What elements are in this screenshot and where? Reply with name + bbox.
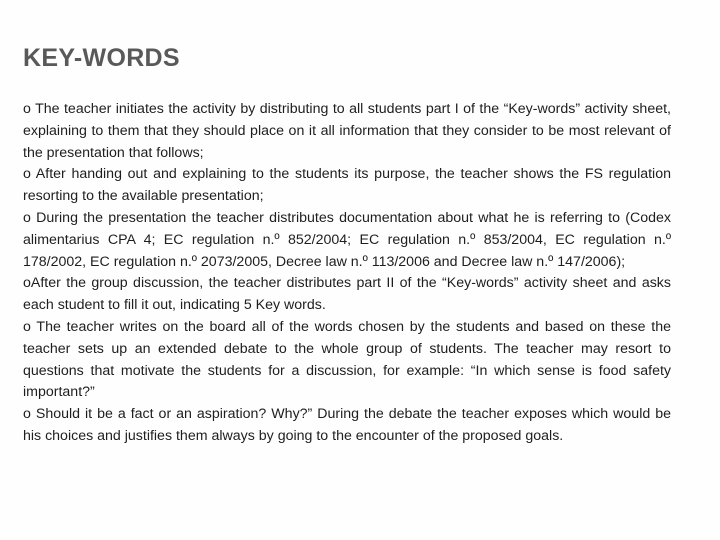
paragraph-choices: o Should it be a fact or an aspiration? Why?” During the debate the teacher exposes which would be his choices and justifies them always by going to the encounter of the proposed goals.: [23, 406, 671, 444]
paragraph-distribute-part-1: o The teacher initiates the activity by distributing to all students part I of the “Key-words” activity sheet, explaining to them that they should place on it all information that they consider to be most relevant of the presentation that follows;: [23, 101, 671, 161]
paragraph-debate: o The teacher writes on the board all of the words chosen by the students and based on these the teacher sets up an extended debate to the whole group of students. The teacher may resort to questions that motivate the students for a discussion, for example: “In which sense is food safety important?”: [23, 318, 671, 401]
paragraph-documentation: o During the presentation the teacher distributes documentation about what he is referring to (Codex alimentarius CPA 4; EC regulation n.º 852/2004; EC regulation n.º 853/2004, EC regulation n.º 178/2002, EC regulation n.º 2073/2005, Decree law n.º 113/2006 and Decree law n.º 147/2006);: [23, 209, 671, 270]
paragraph-part-2: oAfter the group discussion, the teacher distributes part II of the “Key-words” activity sheet and asks each student to fill it out, indicating 5 Key words.: [23, 275, 671, 314]
slide-body: [23, 99, 671, 448]
slide-title: KEY-WORDS: [23, 44, 180, 72]
paragraph-fs-regulation: o After handing out and explaining to the students its purpose, the teacher shows the FS regulation resorting to the available presentation;: [23, 166, 671, 205]
